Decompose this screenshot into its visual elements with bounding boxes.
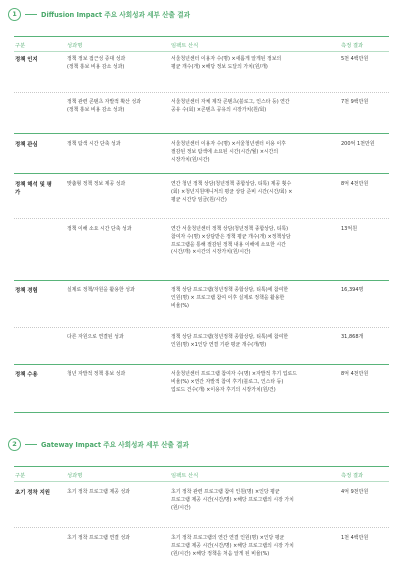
row-result: 4억 9천만원: [341, 489, 369, 495]
header-formula: 임팩트 산식: [171, 43, 199, 49]
row-formula: 서울청년센터 자체 제작 콘텐츠(블로그, 인스타 등) 연간 공유 수(회) ×콘텐츠 공유의 시장가치(원/회): [171, 99, 290, 113]
row-formula: 초기 정착 관련 프로그램 참여 인원(명) ×인당 평균 프로그램 제공 시간(시간/명) ×해당 프로그램의 시장 가치 (원/시간): [171, 489, 294, 511]
header-category: 구분: [15, 43, 26, 49]
table-row: [14, 281, 389, 327]
row-performance: 정책 탐색 시간 단축 성과: [67, 141, 121, 147]
row-category: 초기 정착 지원: [15, 490, 50, 496]
row-performance: 다른 자원으로 연결된 성과: [67, 334, 124, 340]
table-row: [14, 482, 389, 527]
group-policy-interpretation: [14, 174, 389, 281]
row-result: 8억 4천만원: [341, 181, 369, 187]
row-category: 정책 경험: [15, 288, 38, 294]
row-performance: 초기 정착 프로그램 연결 성과: [67, 535, 130, 541]
table-row: [14, 92, 389, 133]
group-policy-awareness: [14, 52, 389, 134]
row-result: 13억원: [341, 226, 358, 232]
row-formula: 서울청년센터 이용자 수(명) ×서울청년센터 이용 이후 절감된 정보 탐색에 소요된 시간(시간/월) ×시간의 시장가치(원/시간): [171, 141, 286, 163]
row-formula: 연간 서울청년센터 정책 상담(청년정책 종합상담, 티톡) 참여자 수(명) ×상담받은 정책 평균 개수(개) ×정책상담 프로그램을 통해 절감된 정책 내용 이해에 소요한 시간 (시간/개) ×시간의 시장가치(원/시간): [171, 226, 291, 256]
header-result: 측정 결과: [341, 473, 364, 479]
gateway-impact-table: [14, 466, 389, 574]
diffusion-impact-table: [14, 36, 389, 413]
row-performance: 실제로 정책/자원을 활용한 성과: [67, 287, 135, 293]
table-row: [14, 365, 389, 413]
row-performance: 초기 정착 프로그램 제공 성과: [67, 489, 130, 495]
section-2-title: Gateway Impact 주요 사회성과 세부 산출 결과: [41, 441, 189, 449]
table-row: [14, 52, 389, 92]
table-row: [14, 327, 389, 364]
heading-connector-line: [25, 14, 37, 15]
row-result: 7천 9백만원: [341, 99, 369, 105]
row-performance: 정책 관련 콘텐츠 자발적 확산 성과 (정책 홍보 비용 감소 성과): [67, 99, 141, 113]
row-category: 정책 수용: [15, 372, 38, 378]
section-1-title: Diffusion Impact 주요 사회성과 세부 산출 결과: [41, 11, 190, 19]
row-result: 8억 4천만원: [341, 371, 369, 377]
row-formula: 정책 상담 프로그램(청년정책 종합상담, 티톡)에 참여한 인원(명) × 프로그램 참여 이후 실제로 정책을 활용한 비율(%): [171, 287, 289, 309]
header-performance: 성과명: [67, 473, 83, 479]
row-result: 5천 4백만원: [341, 56, 369, 62]
heading-connector-line: [25, 444, 37, 445]
group-policy-experience: [14, 281, 389, 365]
group-policy-acceptance: [14, 365, 389, 413]
section-1-number: 1: [8, 8, 21, 21]
table-row: [14, 134, 389, 174]
row-performance: 청년 자발적 정책 홍보 성과: [67, 371, 126, 377]
table-header: [14, 466, 389, 482]
row-formula: 서울청년센터 이용자 수(명) ×새롭게 알게된 정보의 평균 개수(개) ×해당 정보 도달의 가치(원/개): [171, 56, 282, 70]
section-1-heading: [8, 6, 392, 22]
row-category: 정책 인지: [15, 57, 38, 63]
row-performance: 맞춤형 정책 정보 제공 성과: [67, 181, 126, 187]
row-formula: 연간 청년 정책 상담(청년정책 종합상담, 티톡) 제공 횟수 (회) ×청년지원매니저의 평균 상담 준비 시간(시간/회) × 평균 시간당 임금(원/시간): [171, 181, 293, 203]
header-formula: 임팩트 산식: [171, 473, 199, 479]
header-result: 측정 결과: [341, 43, 364, 49]
row-performance: 정책 이해 소요 시간 단축 성과: [67, 226, 132, 232]
row-result: 200억 1천만원: [341, 141, 375, 147]
row-result: 16,394명: [341, 287, 364, 293]
group-initial-settlement: [14, 482, 389, 574]
row-formula: 정책 상담 프로그램(청년정책 종합상담, 티톡)에 참여한 인원(명) ×1인당 연결 기관 평균 개수(개/명): [171, 334, 289, 348]
table-row: [14, 174, 389, 218]
table-header: [14, 36, 389, 52]
row-formula: 서울청년센터 프로그램 참여자 수(명) ×자발적 후기 업로드 비율(%) ×연간 자발적 참여 후기(블로그, 인스타 등) 업로드 건수(개) ×이용자 후기의 시장가치(원/건): [171, 371, 297, 393]
section-2-heading: [8, 436, 392, 452]
row-category: 정책 해석 및 평가: [15, 182, 52, 196]
row-category: 정책 관심: [15, 142, 38, 148]
table-row: [14, 218, 389, 280]
row-result: 31,868개: [341, 334, 364, 340]
group-policy-interest: [14, 134, 389, 174]
header-category: 구분: [15, 473, 26, 479]
table-row: [14, 527, 389, 573]
header-performance: 성과명: [67, 43, 83, 49]
row-result: 1천 4백만원: [341, 535, 369, 541]
section-2-number: 2: [8, 438, 21, 451]
row-performance: 정책 정보 접근성 증대 성과 (정책 홍보 비용 감소 성과): [67, 56, 126, 70]
row-formula: 초기 정착 프로그램의 연간 연결 인원(명) ×인당 평균 프로그램 제공 시간(시간/명) ×해당 프로그램의 시장 가치 (원/시간) ×해당 정책을 처음 알게 된 비율(%): [171, 535, 294, 557]
